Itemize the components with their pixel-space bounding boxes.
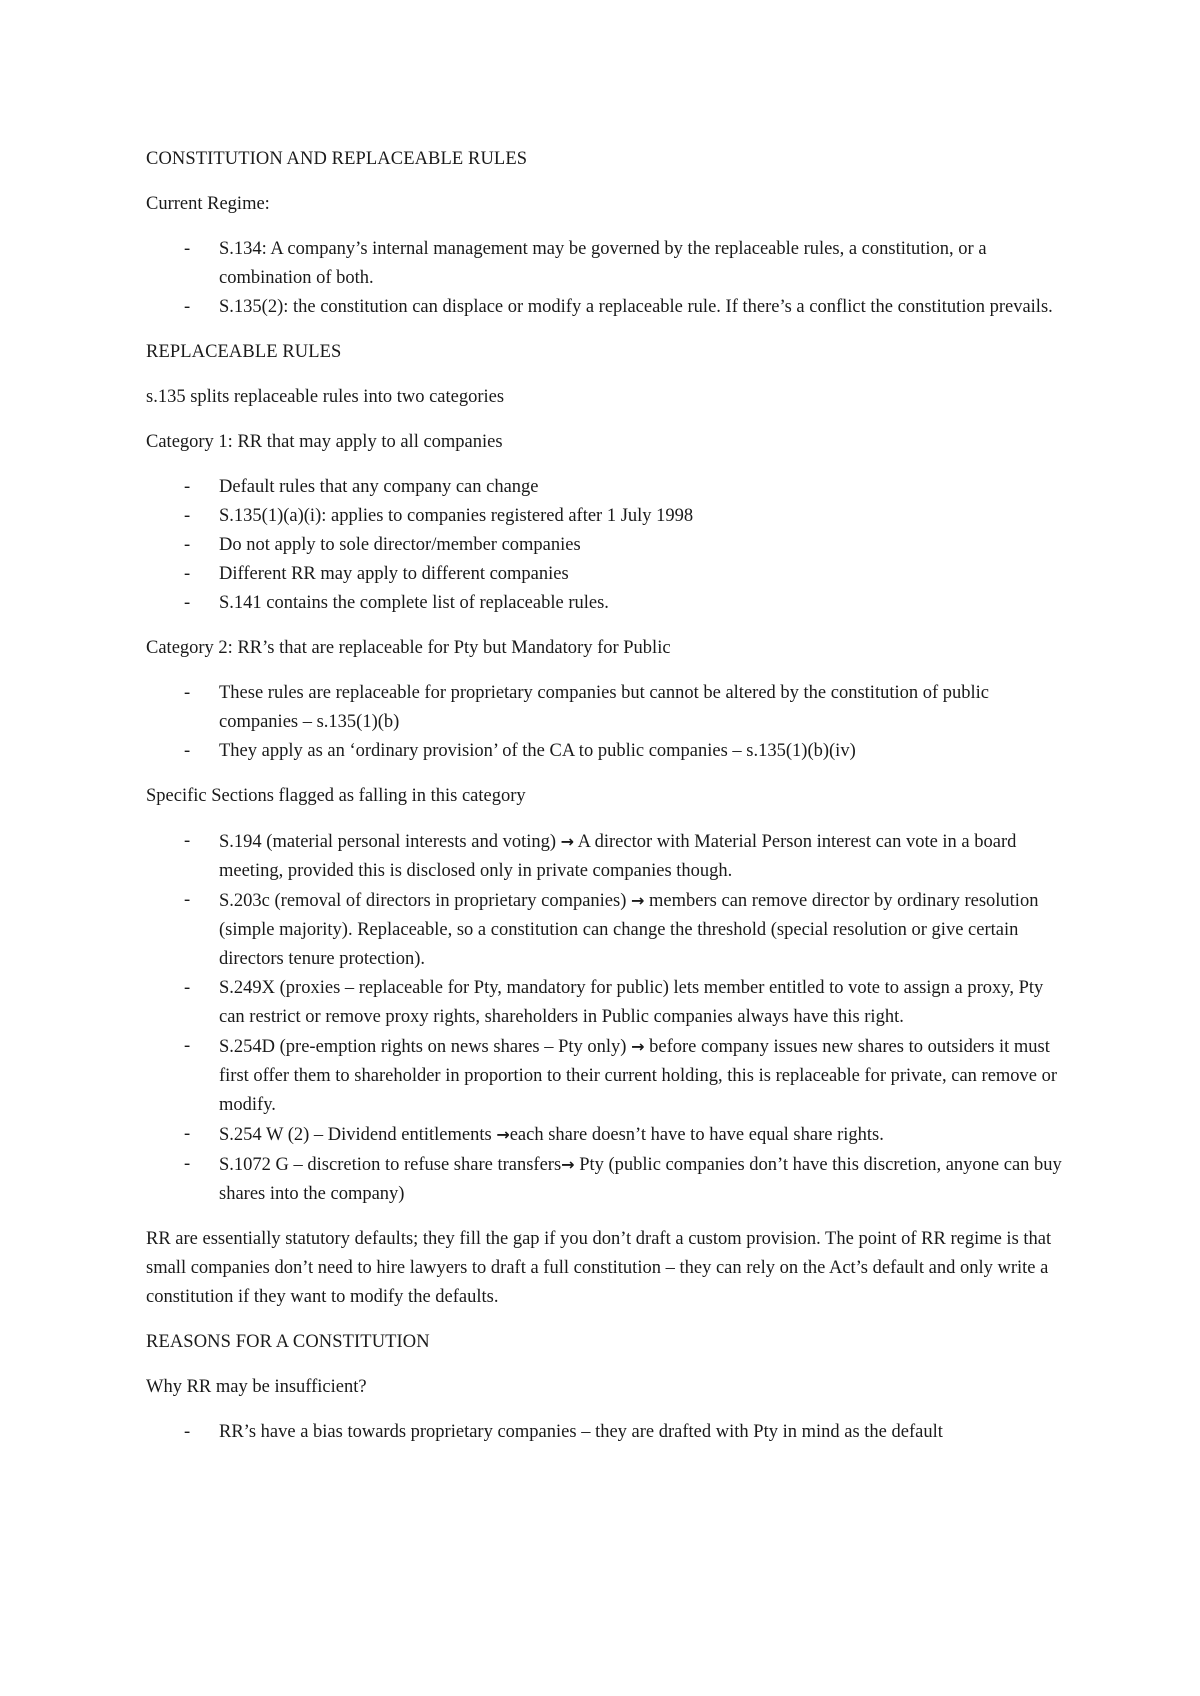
list-item: - S.254 W (2) – Dividend entitlements →each share doesn’t have to have equal share rights. — [146, 1120, 1066, 1150]
dash-bullet: - — [184, 1154, 191, 1174]
replaceable-rules-intro: s.135 splits replaceable rules into two categories — [146, 387, 505, 407]
dash-bullet: - — [184, 831, 191, 851]
dash-bullet: - — [184, 978, 191, 998]
list-item: - S.249X (proxies – replaceable for Pty, mandatory for public) lets member entitled to vote to assign a proxy, Pty can restrict or remove proxy rights, shareholders in Public companies always have this right. — [146, 974, 1066, 1032]
dash-bullet: - — [184, 297, 191, 317]
list-item: - They apply as an ‘ordinary provision’ of the CA to public companies – s.135(1)(b)(iv) — [146, 737, 1066, 766]
list-item: - These rules are replaceable for proprietary companies but cannot be altered by the constitution of public companies – s.135(1)(b) — [146, 679, 1066, 737]
current-regime-list — [146, 235, 1066, 322]
arrow-icon: → — [631, 1037, 645, 1056]
list-item: - Different RR may apply to different companies — [146, 560, 1066, 589]
list-item: - S.141 contains the complete list of replaceable rules. — [146, 589, 1066, 618]
dash-bullet: - — [184, 477, 191, 497]
list-item: - S.135(1)(a)(i): applies to companies registered after 1 July 1998 — [146, 502, 1066, 531]
summary-paragraph: RR are essentially statutory defaults; they fill the gap if you don’t draft a custom provision. The point of RR regime is that small companies don’t need to hire lawyers to draft a full constitution – they can rely on the Act’s default and only write a constitution if they want to modify the defaults. — [146, 1229, 1052, 1307]
category2-list — [146, 679, 1066, 766]
specific-sections-list — [146, 827, 1066, 1209]
dash-bullet: - — [184, 564, 191, 584]
replaceable-rules-heading: REPLACEABLE RULES — [146, 342, 342, 362]
dash-bullet: - — [184, 741, 191, 761]
category1-list — [146, 473, 1066, 618]
reasons-question: Why RR may be insufficient? — [146, 1377, 367, 1397]
list-item: - Do not apply to sole director/member companies — [146, 531, 1066, 560]
dash-bullet: - — [184, 239, 191, 259]
dash-bullet: - — [184, 535, 191, 555]
reasons-heading: REASONS FOR A CONSTITUTION — [146, 1332, 430, 1352]
dash-bullet: - — [184, 593, 191, 613]
list-item: - S.203c (removal of directors in proprietary companies) → members can remove director by ordinary resolution (simple majority). Replaceable, so a constitution can change the threshold (special resolution or give certain directors tenure protection). — [146, 886, 1066, 974]
dash-bullet: - — [184, 683, 191, 703]
arrow-icon: → — [561, 1155, 575, 1174]
list-item: - S.1072 G – discretion to refuse share transfers→ Pty (public companies don’t have this discretion, anyone can buy shares into the company) — [146, 1150, 1066, 1209]
arrow-icon: → — [496, 1125, 510, 1144]
arrow-icon: → — [560, 832, 575, 851]
category2-label: Category 2: RR’s that are replaceable for Pty but Mandatory for Public — [146, 638, 671, 658]
dash-bullet: - — [184, 1124, 191, 1144]
arrow-icon: → — [631, 891, 645, 910]
list-item: - RR’s have a bias towards proprietary companies – they are drafted with Pty in mind as the default — [146, 1418, 1066, 1447]
document-page — [146, 145, 1066, 1463]
document-title: CONSTITUTION AND REPLACEABLE RULES — [146, 149, 528, 169]
dash-bullet: - — [184, 506, 191, 526]
dash-bullet: - — [184, 1422, 191, 1442]
list-item: - S.254D (pre-emption rights on news shares – Pty only) → before company issues new shares to outsiders it must first offer them to shareholder in proportion to their current holding, this is replaceable for private, can remove or modify. — [146, 1032, 1066, 1120]
dash-bullet: - — [184, 890, 191, 910]
list-item: - Default rules that any company can change — [146, 473, 1066, 502]
dash-bullet: - — [184, 1036, 191, 1056]
list-item: - S.134: A company’s internal management may be governed by the replaceable rules, a constitution, or a combination of both. — [146, 235, 1066, 293]
specific-sections-label: Specific Sections flagged as falling in this category — [146, 786, 526, 806]
category1-label: Category 1: RR that may apply to all companies — [146, 432, 503, 452]
current-regime-label: Current Regime: — [146, 194, 270, 214]
list-item: - S.135(2): the constitution can displace or modify a replaceable rule. If there’s a conflict the constitution prevails. — [146, 293, 1066, 322]
list-item: - S.194 (material personal interests and voting) → A director with Material Person interest can vote in a board meeting, provided this is disclosed only in private companies though. — [146, 827, 1066, 886]
reasons-list — [146, 1418, 1066, 1447]
